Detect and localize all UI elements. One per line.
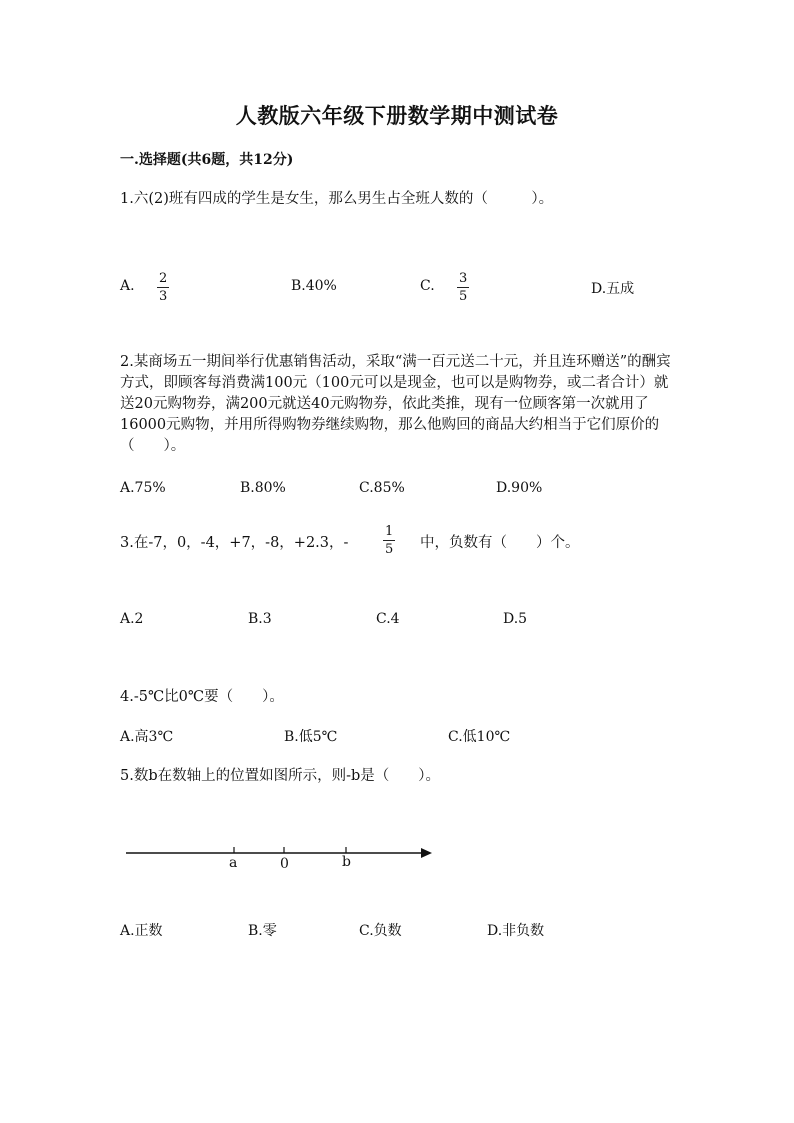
question-1-text: 1.六(2)班有四成的学生是女生，那么男生占全班人数的（ ）。 (120, 191, 554, 207)
number-line-label-zero: 0 (280, 856, 289, 872)
option-prefix: C. (420, 278, 435, 294)
question-3-option-a[interactable]: A.2 (120, 611, 144, 627)
section-heading: 一.选择题(共6题，共12分) (120, 152, 294, 168)
question-2-text: 2.某商场五一期间举行优惠销售活动，采取“满一百元送二十元，并且连环赠送”的酬宾方式，即顾客每消费满100元（100元可以是现金，也可以是购物券，或二者合计）就送20元购物券，满200元就送40元购物券，依此类推，现有一位顾客第一次就用了16000元购物，并用所得购物券继续购物，那么他购回的商品大约相当于它们原价的（ ）。 (120, 354, 671, 454)
page-title: 人教版六年级下册数学期中测试卷 (235, 103, 559, 128)
question-4-option-c[interactable]: C.低10℃ (448, 729, 511, 745)
question-5-option-d[interactable]: D.非负数 (487, 923, 545, 939)
number-line-label-b: b (342, 854, 351, 870)
fraction-denominator: 3 (159, 289, 168, 304)
question-4-option-a[interactable]: A.高3℃ (120, 729, 174, 745)
fraction-denominator: 5 (385, 542, 394, 557)
fraction-three-fifths (457, 271, 469, 304)
number-line-label-a: a (229, 855, 238, 871)
fraction-one-fifth (383, 524, 395, 557)
fraction-bar (383, 540, 395, 541)
question-1-option-b[interactable]: B.40% (291, 278, 337, 294)
question-1-option-a[interactable] (120, 278, 135, 294)
question-1-option-c[interactable] (420, 278, 435, 294)
fraction-bar (457, 287, 469, 288)
question-3-option-d[interactable]: D.5 (503, 611, 528, 627)
question-2-option-d[interactable]: D.90% (496, 480, 543, 496)
question-2-option-a[interactable]: A.75% (120, 480, 166, 496)
question-5-option-c[interactable]: C.负数 (359, 923, 402, 939)
question-3-option-b[interactable]: B.3 (248, 611, 272, 627)
fraction-two-thirds (157, 271, 169, 304)
question-3-text-after: 中，负数有（ ）个。 (420, 535, 580, 551)
question-5-option-b[interactable]: B.零 (248, 923, 277, 939)
question-3-option-c[interactable]: C.4 (376, 611, 400, 627)
question-3-text-before: 3.在-7，0，-4，+7，-8，+2.3，- (120, 535, 349, 551)
question-2-option-b[interactable]: B.80% (240, 480, 286, 496)
fraction-numerator: 1 (385, 524, 394, 539)
option-prefix: A. (120, 278, 135, 294)
fraction-denominator: 5 (459, 289, 468, 304)
question-4-option-b[interactable]: B.低5℃ (284, 729, 338, 745)
fraction-bar (157, 287, 169, 288)
fraction-numerator: 2 (159, 271, 168, 286)
question-4-text: 4.-5℃比0℃要（ ）。 (120, 689, 284, 705)
question-5-option-a[interactable]: A.正数 (120, 923, 163, 939)
fraction-numerator: 3 (459, 271, 468, 286)
question-5-text: 5.数b在数轴上的位置如图所示，则-b是（ ）。 (120, 768, 441, 784)
question-2-option-c[interactable]: C.85% (359, 480, 405, 496)
number-line-arrow-icon (421, 848, 432, 858)
question-1-option-d[interactable]: D.五成 (591, 281, 635, 297)
